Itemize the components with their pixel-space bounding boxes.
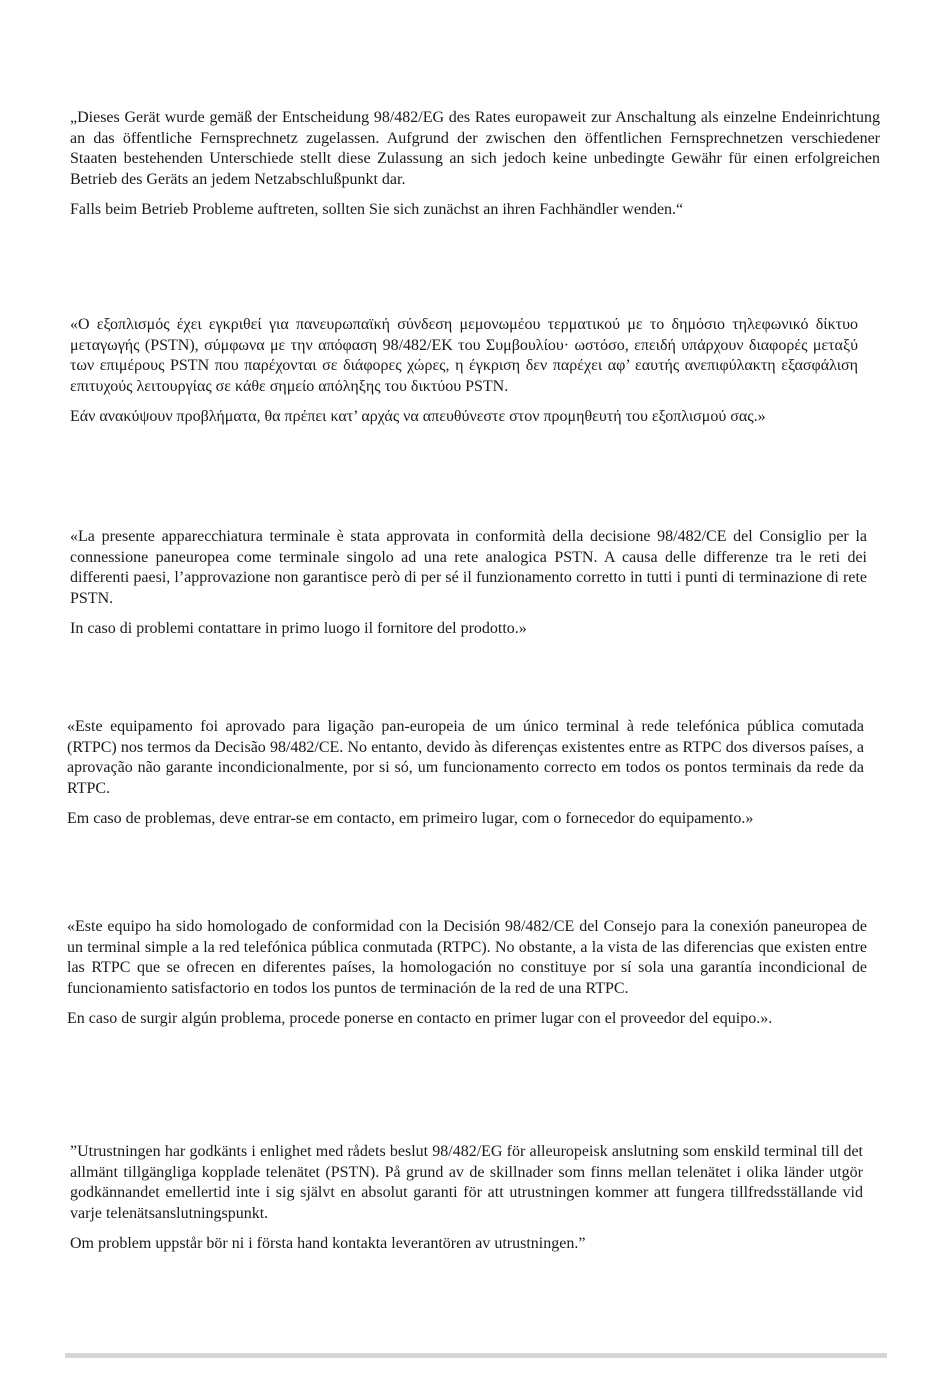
section-advice: In caso di problemi contattare in primo luogo il fornitore del prodotto.» xyxy=(70,620,527,637)
footer-divider xyxy=(65,1353,887,1358)
section-statement: «Ο εξοπλισμός έχει εγκριθεί για πανευρωπαϊκή σύνδεση μεμονωμέου τερματικού με το δημόσιο τηλεφωνικό δίκτυο μεταγωγής (PSTN), σύμφωνα με την απόφαση 98/482/ΕΚ του Συμβουλίου· ωστόσο, επειδή υπάρχουν διαφορές μεταξύ των επιμέρους PSTN που παρέχονται σε διάφορες χώρες, η έγκριση δεν παρέχει αφ’ εαυτής ανεπιφύλακτη εξασφάλιση επιτυχούς λειτουργίας σε κάθε σημείο απόληξης του δικτύου PSTN. xyxy=(70,316,858,395)
section-spanish xyxy=(67,917,867,1030)
section-advice: Εάν ανακύψουν προβλήματα, θα πρέπει κατ’ αρχάς να απευθύνεστε στον προμηθευτή του εξοπλισμού σας.» xyxy=(70,408,766,425)
section-statement: „Dieses Gerät wurde gemäß der Entscheidung 98/482/EG des Rates europaweit zur Anschaltung als einzelne Endeinrichtung an das öffentliche Fernsprechnetz zugelassen. Aufgrund der zwischen den öffentlichen Fernsprechnetzen verschiedener Staaten bestehenden Unterschiede stellt diese Zulassung an sich jedoch keine unbedingte Gewähr für einen erfolgreichen Betrieb des Geräts an jedem Netzabschlußpunkt dar. xyxy=(70,109,880,188)
section-advice: En caso de surgir algún problema, procede ponerse en contacto en primer lugar con el proveedor del equipo.». xyxy=(67,1010,773,1027)
section-statement: ”Utrustningen har godkänts i enlighet med rådets beslut 98/482/EG för alleuropeisk anslutning som enskild terminal till det allmänt tillgängliga kopplade telenätet (PSTN). På grund av de skillnader som finns mellan telenätet i olika länder utgör godkännandet emellertid inte i sig självt en absolut garanti för att utrustningen kommer att fungera tillfredsställande vid varje telenätsanslutningspunkt. xyxy=(70,1143,863,1222)
section-advice: Em caso de problemas, deve entrar-se em contacto, em primeiro lugar, com o fornecedor do equipamento.» xyxy=(67,810,754,827)
section-advice: Om problem uppstår bör ni i första hand kontakta leverantören av utrustningen.” xyxy=(70,1235,586,1252)
section-swedish xyxy=(70,1142,863,1255)
section-statement: «La presente apparecchiatura terminale è stata approvata in conformità della decisione 98/482/CE del Consiglio per la connessione paneuropea come terminale singolo ad una rete analogica PSTN. A causa delle differenze tra le reti dei differenti paesi, l’approvazione non garantisce però di per sé il funzionamento corretto in tutti i punti di terminazione di rete PSTN. xyxy=(70,528,867,607)
section-italian xyxy=(70,527,867,640)
section-advice: Falls beim Betrieb Probleme auftreten, sollten Sie sich zunächst an ihren Fachhändler wenden.“ xyxy=(70,201,684,218)
section-greek xyxy=(70,315,858,428)
section-statement: «Este equipamento foi aprovado para ligação pan-europeia de um único terminal à rede telefónica pública comutada (RTPC) nos termos da Decisão 98/482/CE. No entanto, devido às diferenças existentes entre as RTPC dos diversos países, a aprovação não garante incondicionalmente, por si só, um funcionamento correcto em todos os pontos terminais da rede da RTPC. xyxy=(67,718,864,797)
section-portuguese xyxy=(67,717,864,830)
section-german xyxy=(70,108,880,221)
section-statement: «Este equipo ha sido homologado de conformidad con la Decisión 98/482/CE del Consejo para la conexión paneuropea de un terminal simple a la red telefónica pública conmutada (RTPC). No obstante, a la vista de las diferencias que existen entre las RTPC que se ofrecen en diferentes países, la homologación no constituye por sí sola una garantía incondicional de funcionamiento satisfactorio en todos los puntos de terminación de la red de una RTPC. xyxy=(67,918,867,997)
